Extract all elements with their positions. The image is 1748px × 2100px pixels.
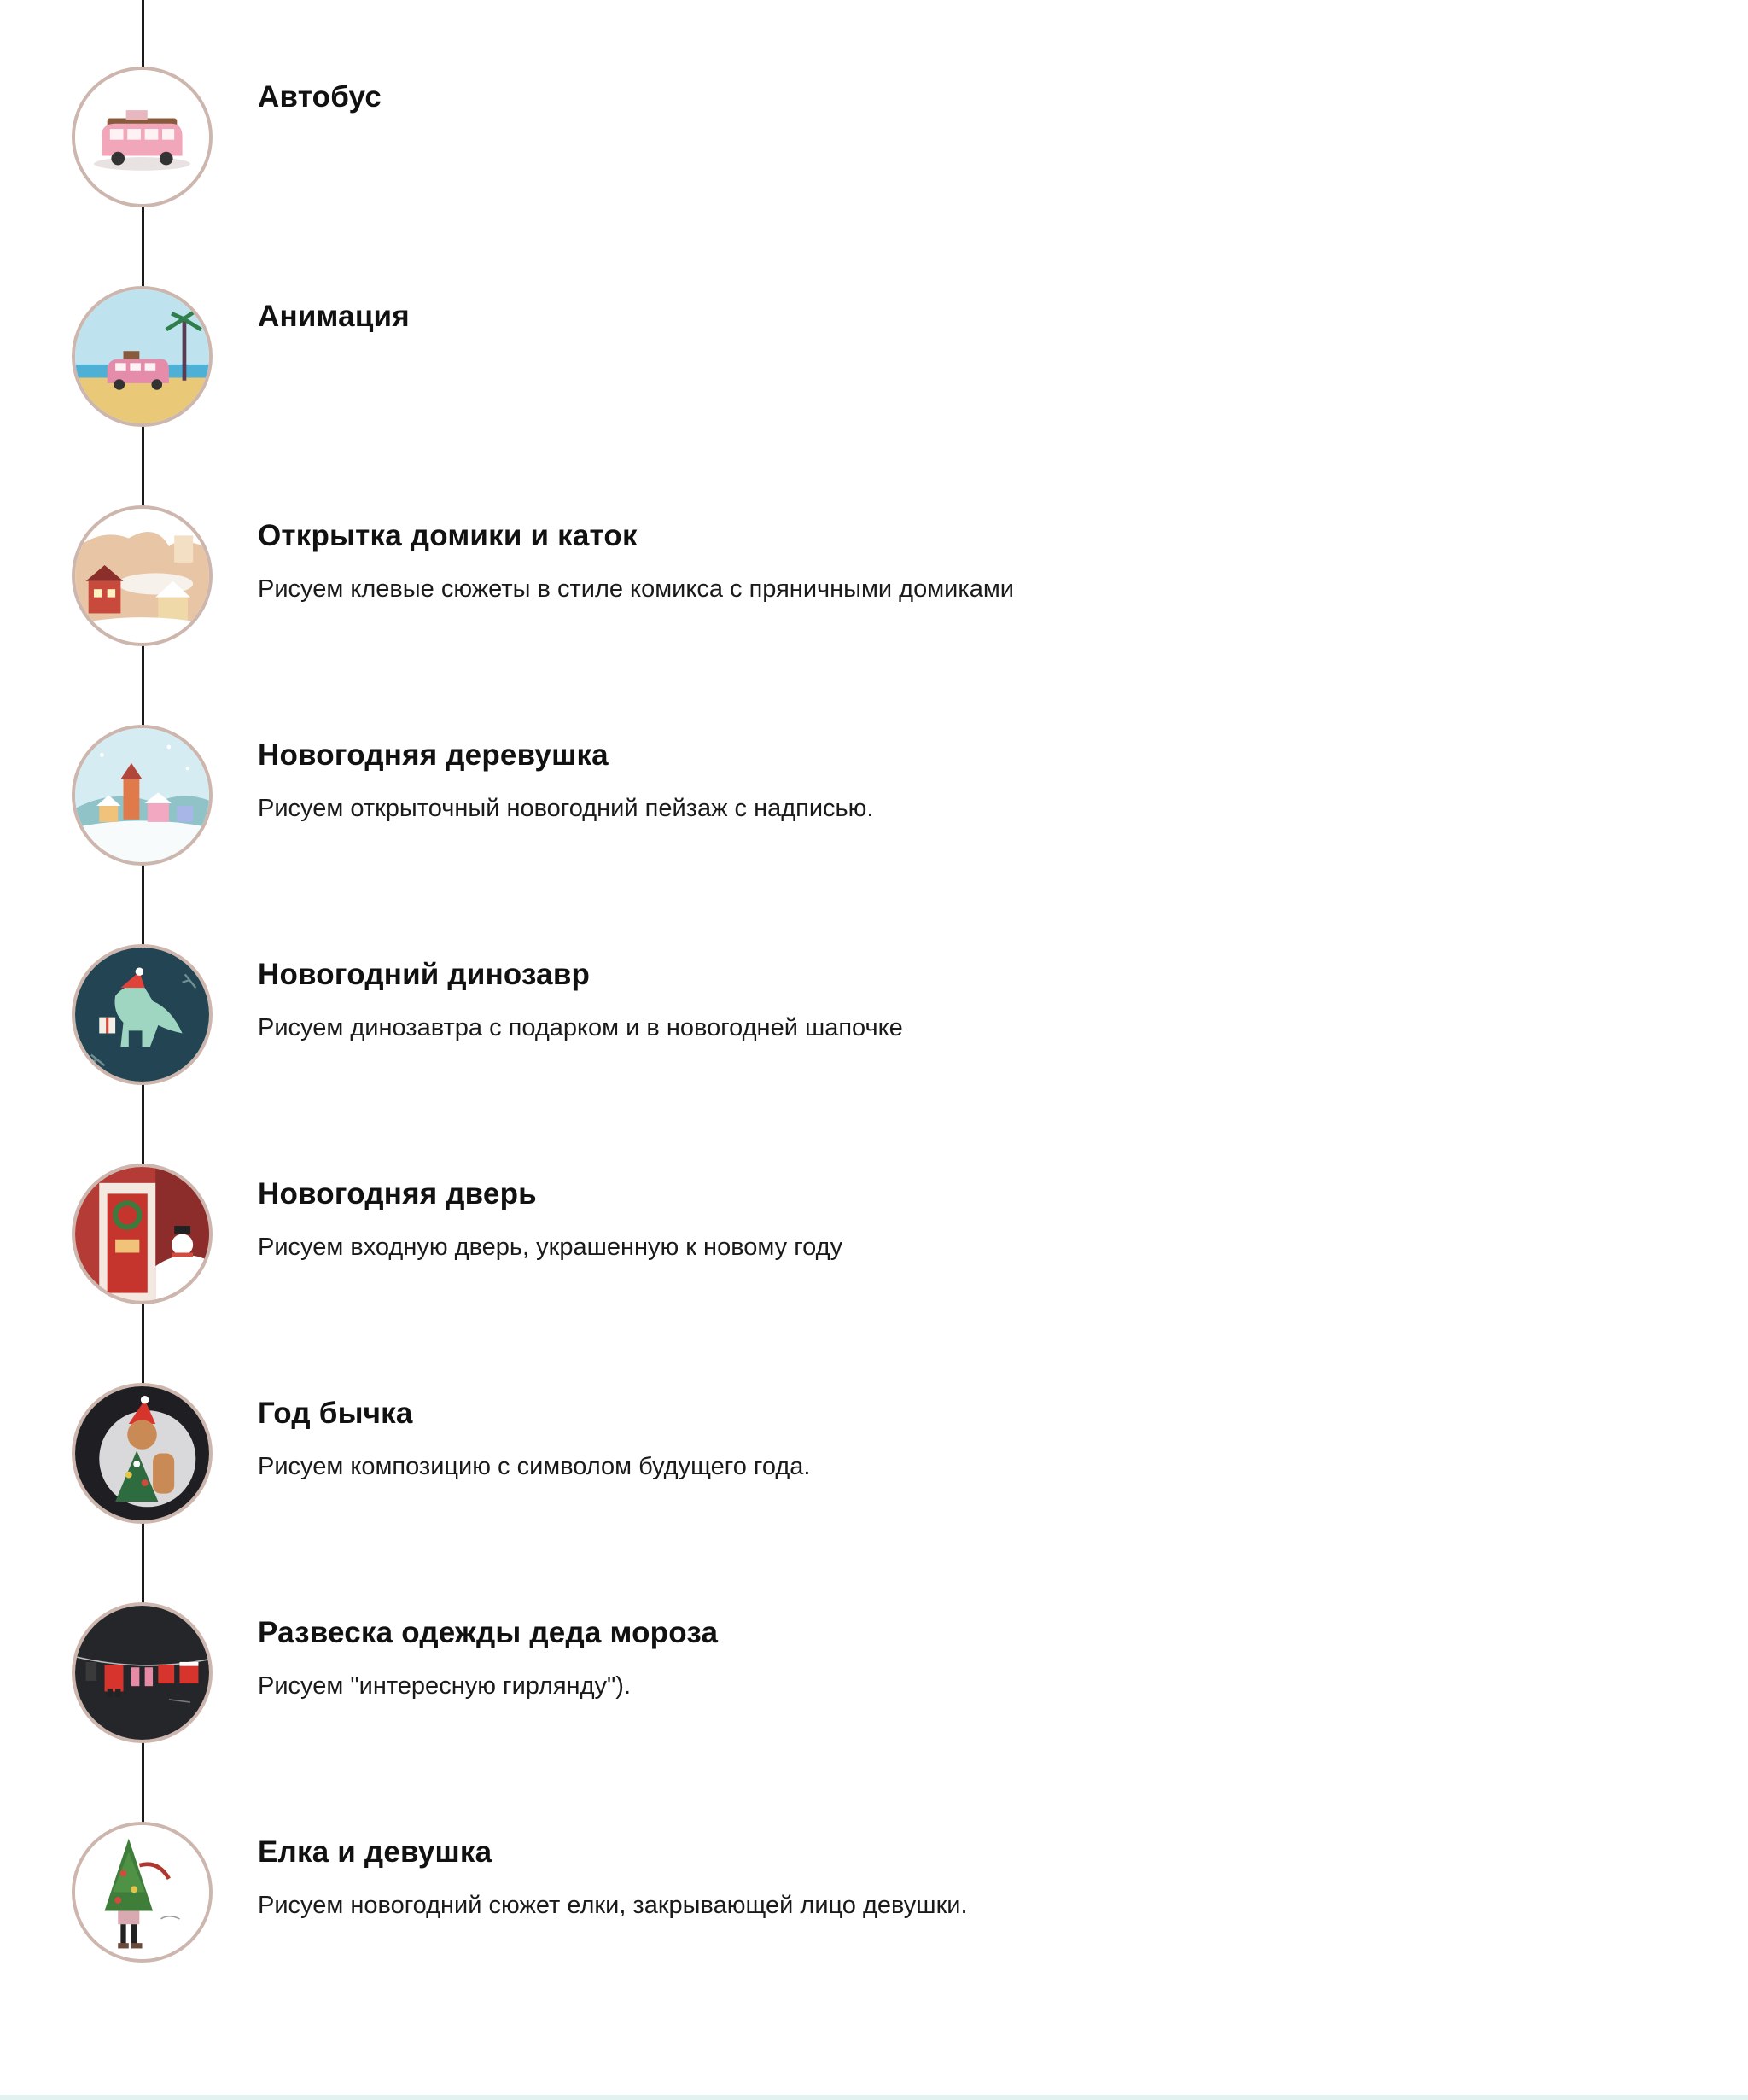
item-title: Новогодняя деревушка [258,738,609,772]
winter-village-icon [72,725,213,866]
timeline-item [0,1164,1748,1384]
timeline-item [0,944,1748,1164]
item-title: Новогодняя дверь [258,1177,537,1210]
timeline-item [0,505,1748,726]
item-description: Рисуем открыточный новогодний пейзаж с надписью. [258,795,874,822]
item-description: Рисуем композицию с символом будущего года. [258,1453,811,1480]
item-title: Открытка домики и каток [258,519,638,552]
item-title: Год бычка [258,1397,413,1430]
item-title: Развеска одежды деда мороза [258,1616,719,1649]
timeline-item [0,286,1748,506]
beach-bus-icon [72,286,213,427]
item-description: Рисуем новогодний сюжет елки, закрывающей лицо девушки. [258,1892,968,1919]
pink-bus-icon [72,67,213,207]
item-title: Автобус [258,80,382,114]
timeline-item [0,1383,1748,1603]
year-of-ox-icon [72,1383,213,1524]
item-description: Рисуем входную дверь, украшенную к новому году [258,1234,843,1261]
item-description: Рисуем клевые сюжеты в стиле комикса с пряничными домиками [258,575,1014,603]
timeline-item [0,725,1748,945]
item-description: Рисуем динозавтра с подарком и в новогодней шапочке [258,1014,903,1041]
timeline-item [0,1602,1748,1823]
timeline-item [0,67,1748,287]
christmas-door-icon [72,1164,213,1304]
item-description: Рисуем "интересную гирлянду"). [258,1672,631,1700]
bottom-divider [0,2095,1748,2100]
timeline-item [0,1822,1748,2042]
item-title: Новогодний динозавр [258,958,591,991]
santa-clothesline-icon [72,1602,213,1743]
christmas-dinosaur-icon [72,944,213,1085]
gingerbread-houses-icon [72,505,213,646]
item-title: Анимация [258,300,410,333]
tree-girl-icon [72,1822,213,1963]
item-title: Елка и девушка [258,1835,492,1869]
